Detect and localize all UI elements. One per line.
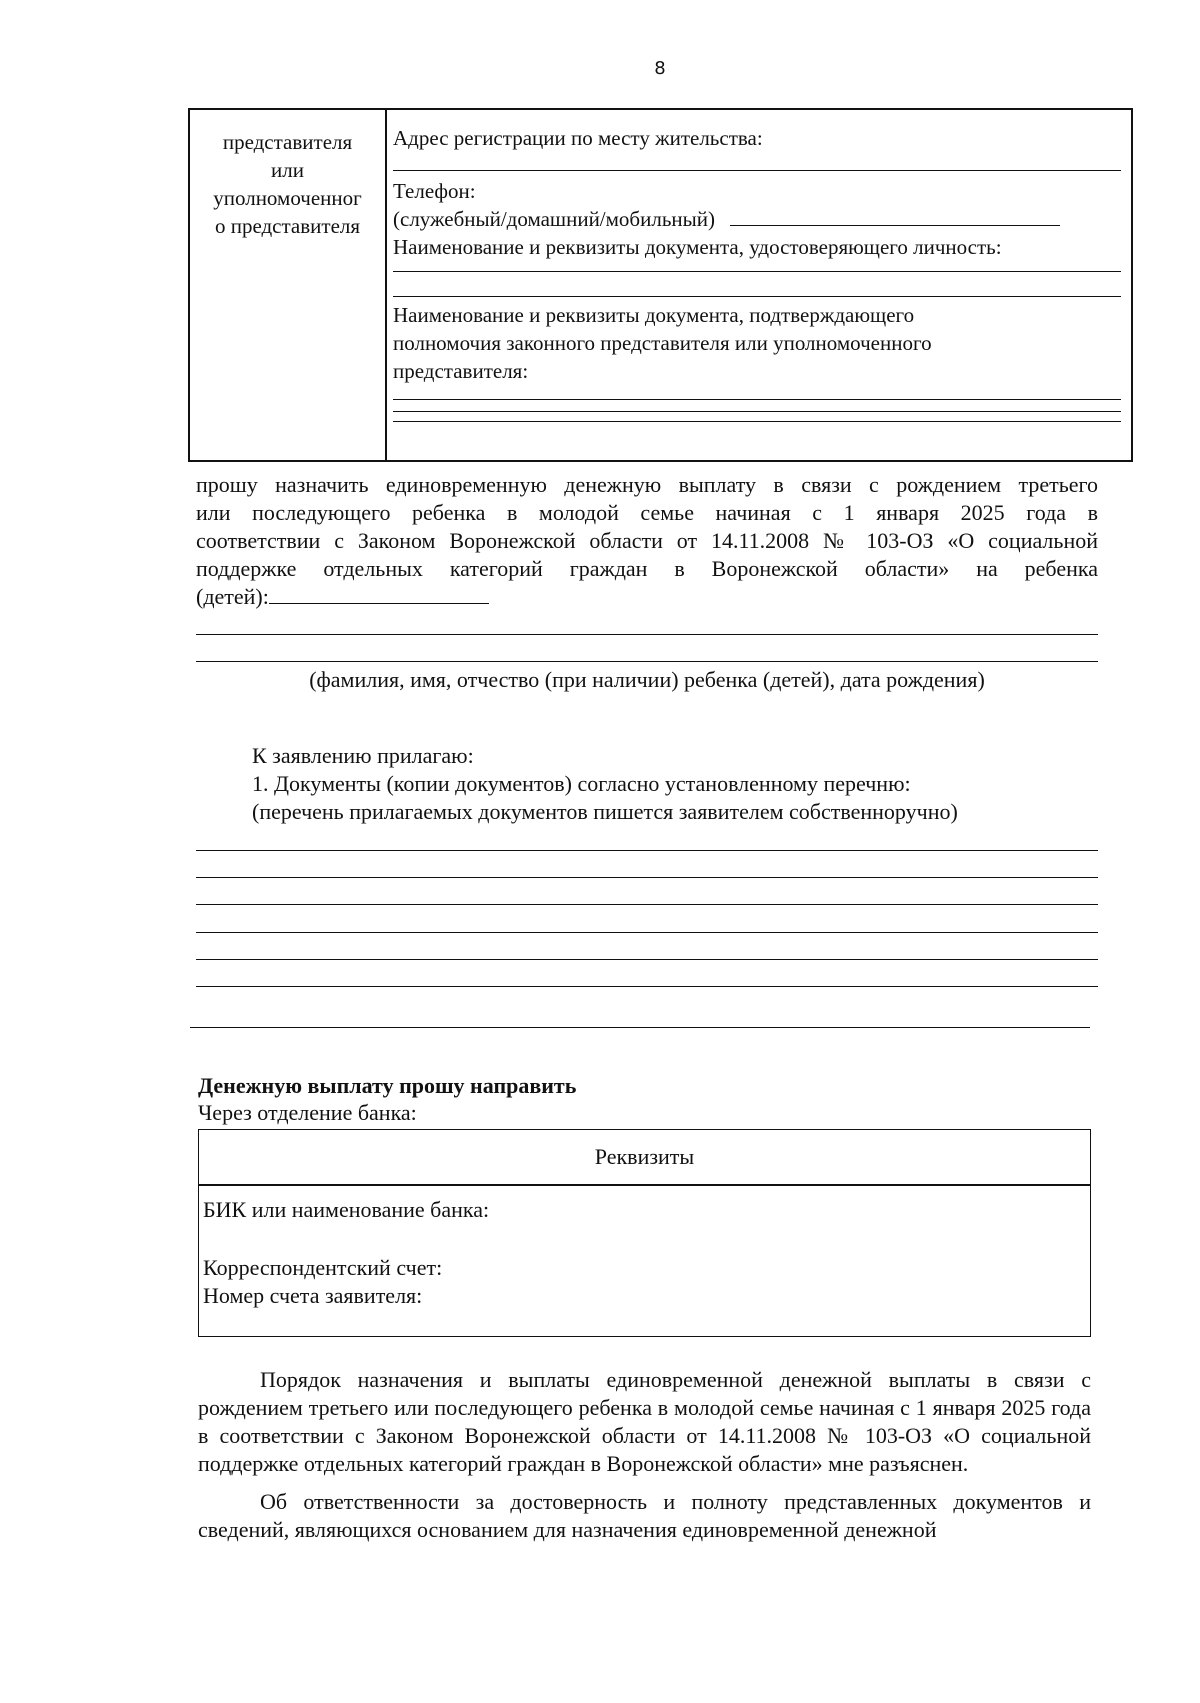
attachments-block (252, 742, 958, 826)
attachments-item-1: 1. Документы (копии документов) согласно установленному перечню: (252, 771, 911, 796)
id-document-label: Наименование и реквизиты документа, удостоверяющего личность: (393, 235, 1002, 259)
children-row (196, 583, 1098, 611)
representative-details-cell (387, 110, 1131, 460)
attachment-fill-line[interactable] (190, 1027, 1090, 1028)
representative-label-line: представителя (222, 130, 353, 154)
bik-label: БИК или наименование банка: (203, 1197, 490, 1222)
representative-label-cell (190, 110, 387, 460)
id-document-fill-line[interactable] (393, 271, 1121, 272)
address-fill-line[interactable] (393, 170, 1121, 171)
attachment-fill-line[interactable] (196, 986, 1098, 987)
phone-types: (служебный/домашний/мобильный) (393, 207, 715, 231)
page-number: 8 (654, 58, 666, 79)
attachments-intro: К заявлению прилагаю: (252, 743, 474, 768)
request-line: или последующего ребенка в молодой семье начиная с 1 января 2025 года в (196, 500, 1098, 525)
representative-label-line: или (271, 158, 304, 182)
statements-block (198, 1366, 1091, 1544)
procedure-explained-paragraph: Порядок назначения и выплаты единовременной денежной выплаты в связи с рождением третьего или последующего ребенка в молодой семье начиная с 1 января 2025 года в соответствии с Законом Воронежской области от 14.11.2008 № 103-ОЗ «О социальной поддержке отдельных категорий граждан в Воронежской области» мне разъяснен. (198, 1367, 1091, 1476)
id-document-fill-line[interactable] (393, 296, 1121, 297)
phone-label: Телефон: (393, 179, 476, 203)
children-label: (детей): (196, 584, 269, 609)
authority-document-fill-line[interactable] (393, 411, 1121, 412)
bank-details-table (198, 1129, 1091, 1337)
attachments-note: (перечень прилагаемых документов пишется заявителем собственноручно) (252, 799, 958, 824)
payment-title: Денежную выплату прошу направить (198, 1073, 577, 1098)
attachment-fill-line[interactable] (196, 904, 1098, 905)
authority-document-fill-line[interactable] (393, 421, 1121, 422)
phone-fill-line[interactable] (730, 205, 1060, 226)
children-fill-line[interactable] (269, 583, 489, 604)
representative-label-line: уполномоченног (213, 186, 362, 210)
address-label: Адрес регистрации по месту жительства: (393, 126, 763, 150)
request-paragraph (196, 471, 1098, 611)
attachment-fill-line[interactable] (196, 877, 1098, 878)
authority-document-label-line: полномочия законного представителя или уполномоченного (393, 331, 932, 355)
child-details-fill-line[interactable] (196, 634, 1098, 635)
representative-table (188, 108, 1133, 462)
responsibility-paragraph: Об ответственности за достоверность и полноту представленных документов и сведений, являющихся основанием для назначения единовременной денежной (198, 1489, 1091, 1542)
authority-document-label-line: Наименование и реквизиты документа, подтверждающего (393, 303, 915, 327)
attachment-fill-line[interactable] (196, 932, 1098, 933)
child-details-caption: (фамилия, имя, отчество (при наличии) ребенка (детей), дата рождения) (309, 667, 985, 692)
representative-label-line: о представителя (214, 214, 361, 238)
request-line: соответствии с Законом Воронежской области от 14.11.2008 № 103-ОЗ «О социальной (196, 528, 1098, 553)
corr-account-label: Корреспондентский счет: (203, 1255, 443, 1280)
authority-document-label-line: представителя: (393, 359, 529, 383)
attachment-fill-line[interactable] (196, 959, 1098, 960)
request-line: поддержке отдельных категорий граждан в Воронежской области» на ребенка (196, 556, 1098, 581)
attachment-fill-line[interactable] (196, 850, 1098, 851)
account-label: Номер счета заявителя: (203, 1283, 423, 1308)
child-details-fill-line[interactable] (196, 661, 1098, 662)
phone-row (393, 205, 1121, 233)
bank-details-body (199, 1186, 1090, 1320)
request-line: прошу назначить единовременную денежную выплату в связи с рождением третьего (196, 472, 1098, 497)
bank-details-header: Реквизиты (199, 1130, 1090, 1186)
authority-document-fill-line[interactable] (393, 399, 1121, 400)
payment-via-bank: Через отделение банка: (198, 1100, 417, 1125)
bik-entry-space[interactable] (203, 1224, 1086, 1254)
